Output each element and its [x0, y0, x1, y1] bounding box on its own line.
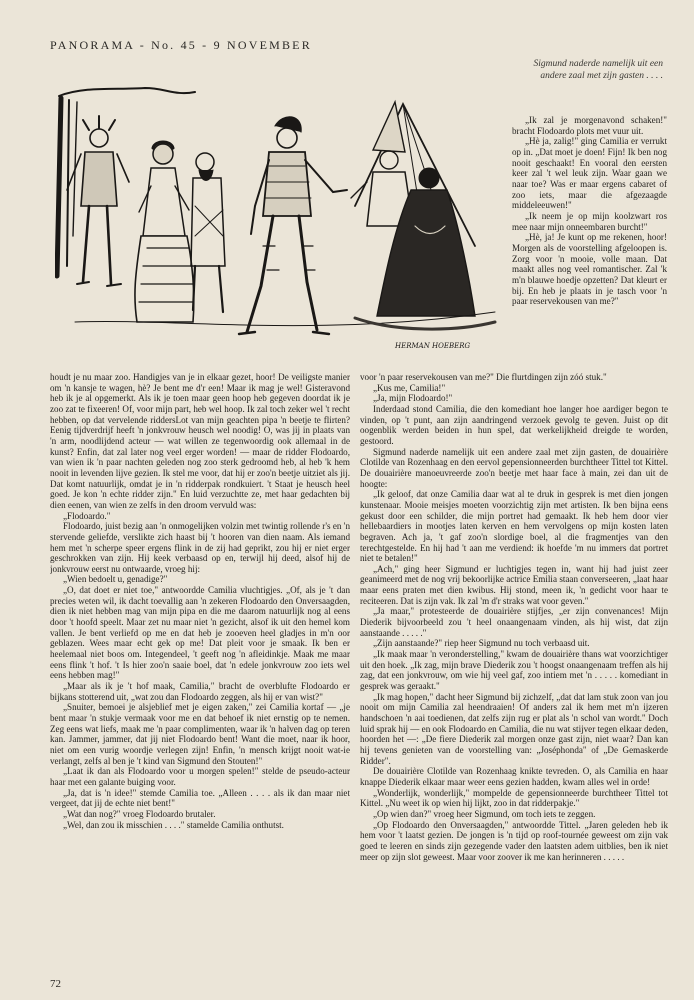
paragraph: De douairière Clotilde van Rozenhaag knikte tevreden. O, als Camilia en haar knappe Diederik elkaar maar weer eens gezien hadden, kwam alles wel in orde! [360, 766, 668, 787]
page-number: 72 [50, 978, 61, 990]
paragraph: Inderdaad stond Camilia, die den komediant hoe langer hoe aardiger begon te vinden, op 't punt, aan zijn aandringend verzoek gevolg te geven. Juist op dit oogenblik werden beiden in hun spel, dat werkelijkheid dreigde te worden, gestoord. [360, 403, 668, 446]
paragraph: houdt je nu maar zoo. Handigjes van je in elkaar gezet, hoor! De veiligste manier om 'n kansje te wagen, hè? Je bent me d'r een! Maar ik mag je wel! Gisteravond heb ik je al opgemerkt. Als ik je toen maar geen hoop heb gegeven doordat ik je zoo zat te fixeeren! Of, voor mijn part, heb wel hoop. Ik zal toch zeker wel 't recht hebben, op dat vervelende riddersLot van mijn geachten pipa 'n beetje te flirten? Eenig tijdverdrijf heeft 'n jonkvrouw heusch wel noodig! O, was jij in plaats van 'n arm, noodlijdend acteur — wat willen ze tegenwoordig ook allemaal in de kunst? Enfin, dat zal later nog veel erger worden! — maar de ridder Flodoardo, van wien ik 'n paar nachten geleden nog zoo sterk gedroomd heb, al heb 'k hem nooit in levenden lijve gezien. Ik stel me voor, dat hij er zoo'n beetje uitziet als jij. Dat komt natuurlijk, omdat je in 'n ridderpak rondkuiert. 't Staat je heusch heel goed. Je kon 'n echte ridder zijn." En luid verzuchtte ze, met haar gedachten bij dien eenen, van wien ze zelfs in den droom vervuld was: [50, 372, 350, 510]
paragraph: „Ik mag hopen," dacht heer Sigmund bij zichzelf, „dat dat lam stuk zoon van jou nooit om mijn Camilia zal heendraaien! Of anders zal ik hem met m'n ijzeren handschoen 'n aai toedienen, dat zelfs zijn rug er plat als 'n schol van wordt." Doch luid sprak hij — en ook Flodoardo en Camilia, die nu wat stijver tegen elkaar deden, hoorden het —: „De fiere Diederik zal morgen onze gast zijn, niet waar? Dan kan hij tevens genieten van de voorstelling van: „Joséphonda" of „De Gemaskerde Ridder". [360, 691, 668, 766]
paragraph: „Ja, dat is 'n idee!" stemde Camilia toe. „Alleen . . . . als ik dan maar niet vergeet, dat jij de echte niet bent!" [50, 787, 350, 809]
paragraph: „Hè ja, zalig!" ging Camilia er verrukt op in. „Dat moet je doen! Fijn! Ik ben nog nooit geschaakt! En vooral den eersten keer zal 't wel leuk zijn. Waar gaan we naar toe? Was er maar ergens cabaret of zoo iets, maar die afgezaagde middeleeuwen!" [512, 136, 667, 211]
paragraph: „Ik neem je op mijn koolzwart ros mee naar mijn onneembaren burcht!" [512, 210, 667, 232]
illustration-caption: Sigmund naderde namelijk uit een andere zaal met zijn gasten . . . . [533, 59, 663, 81]
paragraph: „Laat ik dan als Flodoardo voor u morgen spelen!" stelde de pseudo-acteur haar met een galante buiging voor. [50, 766, 350, 787]
knight-figure [239, 117, 347, 334]
curtain-left [59, 88, 195, 96]
paragraph: „Wien bedoelt u, genadige?" [63, 574, 168, 585]
paragraph: „Wonderlijk, wonderlijk," mompelde de gepensionneerde burchtheer Tittel tot Kittel. „Nu weet ik op wien hij lijkt, zoo in dat ridderpakje." [360, 787, 668, 809]
paragraph: „Zijn aanstaande?" riep heer Sigmund nu toch verbaasd uit. [373, 638, 590, 649]
paragraph: „Ik maak maar 'n veronderstelling," kwam de douairière thans wat voorzichtiger uit den hoek. „Ik zag, mijn brave Diederik zou 't hoogst onaangenaam treffen als hij zag, dat een jonkvrouw, om wie hij veel gaf, zoo intiem met 'n . . . . . komediant in gesprek was geraakt." [360, 649, 668, 692]
illustration [55, 86, 503, 356]
paragraph: „Ach," ging heer Sigmund er luchtigjes tegen in, want hij had juist zeer geanimeerd met de nog vrij bekoorlijke actrice Emilia staan converseeren, „laat haar maar eens praten met dien kwibus. Hij stond, meen ik, 'n gedicht voor haar te reciteeren. Dat is zijn vak. Ik zal 'm d'r straks wat voor geven." [360, 563, 668, 606]
paragraph: „Op Flodoardo den Onversaagden," antwoordde Tittel. „Jaren geleden heb ik hem voor 't laatst gezien. De jongen is 'n tijd op roof-tournée geweest om zijn vak goed te leeren en sinds zijn gezegende vader den laatsten adem uitblies, ben ik niet meer op zijn slot geweest. Maar voor zoover ik me kan herinneren . . . . . [360, 819, 668, 862]
paragraph: „Kus me, Camilia!" [373, 382, 446, 393]
bearded-man-figure [191, 153, 225, 312]
cloaked-figure [377, 168, 475, 316]
paragraph: „Wel, dan zou ik misschien . . . ." stamelde Camilia onthutst. [63, 819, 284, 830]
illustration-signature: HERMAN HOEBERG [395, 342, 471, 350]
paragraph: „Ja, mijn Flodoardo!" [373, 393, 453, 404]
paragraph: „Wat dan nog?" vroeg Flodoardo brutaler. [63, 808, 216, 819]
paragraph: „Snuiter, bemoei je alsjeblief met je eigen zaken," zei Camilia kortaf — „je bent maar 'n stukje vermaak voor me en dat behoef ik niet ernstig op te nemen. Zeg eens wat liefs, maak me 'n paar complimenten, waar ik 'n halven dag op teren kan. Jammer, jammer, dat jij niet Flodoardo bent! Want die moet, naar ik hoor, niet om een vurig woordje verlegen zijn! Enfin, 'n mensch krijgt nooit wat-ie verlangt, zelfs al ben je 't kind van Sigmund den Stouten!" [50, 702, 350, 766]
text-column-left [50, 372, 350, 962]
paragraph: „Ik zal je morgenavond schaken!" bracht Flodoardo plots met vuur uit. [512, 115, 667, 136]
paragraph: „Op wien dan?" vroeg heer Sigmund, om toch iets te zeggen. [373, 808, 596, 819]
paragraph: voor 'n paar reservekousen van me?" Die flurtdingen zijn zóó stuk." [360, 372, 607, 382]
paragraph: „Maar als ik je 't hof maak, Camilia," bracht de overblufte Flodoardo er bijkans stotterend uit, „wat zou dan Flodoardo zeggen, als hij er van wist?" [50, 681, 350, 702]
page-header: PANORAMA - No. 45 - 9 NOVEMBER [50, 38, 312, 52]
paragraph: Flodoardo, juist bezig aan 'n onmogelijken volzin met twintig rollende r's en 'n stervende geliefde, verslikte zich haast bij 't hooren van dien naam. Als iemand hem met 'n scherpe speer ergens flink in de zij had geprikt, zou hij er niet erger geschrokken van zijn. Hij keek verbaasd op en, terwijl hij deed, alsof hij de jonkvrouw eerst nu ontwaarde, vroeg hij: [50, 521, 350, 574]
paragraph: „Hè, ja! Je kunt op me rekenen, hoor! Morgen als de voorstelling afgeloopen is. Zorg voor 'n mooie, volle maan. Dat maakt alles nog veel romantischer. Zal 'k m'n blauwe hoedje opzetten? Dat kleurt er bij. En heb je plaats in je tasch voor 'n paar reservekousen van me?" [512, 232, 667, 307]
text-column-right [360, 372, 668, 984]
paragraph: „Flodoardo." [63, 510, 111, 521]
paragraph: „O, dat doet er niet toe," antwoordde Camilia vluchtigjes. „Of, als je 't dan precies weten wil, ik dacht toevallig aan 'n zekeren Flodoardo den Onversaagden, dien ik niet hebben mag van mijn pipa en die me daarom natuurlijk nog al eens door 't hoofd speelt. Maar zet nu maar niet 'n gezicht, alsof ik uit den hemel kom vallen. Je bent verliefd op me en dat heb je zooeven heel gladjes in m'n oor geblazen. Wees maar echt gek op me! Dat pleit voor je smaak. Ik ben er heelemaal niet boos om. Integendeel, 't geeft nog 'n afleidinkje. Maak me maar eens flink 't hof. 't Is hier zoo'n saaie boel, dat 'n edele jonkvrouw zoo iets wel eens hebben mag!" [50, 585, 350, 681]
paragraph: „Ik geloof, dat onze Camilia daar wat al te druk in gesprek is met dien jongen kunstenaar. Mooie meisjes moeten voorzichtig zijn met artisten. Ik ben bijna eens gekust door een schilder, die mijn portret had gemaakt. Ik heb hem door vier hellebaardiers in mootjes laten kerven en hem vervolgens op mijn kosten laten begraven. Ach ja, 't gaf zoo'n slordige boel, al die fragmentjes van den terechtgestelde. En hij had 't aan me verdiend: ik hoefde 'm nu immers dat portret niet te betalen!" [360, 489, 668, 564]
text-column-right-top [512, 115, 667, 377]
paragraph: „Ja maar," protesteerde de douairière stijfjes, „er zijn convenances! Mijn Diederik bijvoorbeeld zou 't heel onaangenaam vinden, als hij wist, dat zijn aanstaande . . . . ." [360, 606, 668, 638]
lady-figure [135, 142, 194, 322]
paragraph: Sigmund naderde namelijk uit een andere zaal met zijn gasten, de douairière Clotilde van Rozenhaag en den eervol gepensionneerden burchtheer Tittel tot Kittel. De douairière manoeuvreerde zoo'n beetje met haar face à main, zei dan uit de hoogte: [360, 446, 668, 489]
